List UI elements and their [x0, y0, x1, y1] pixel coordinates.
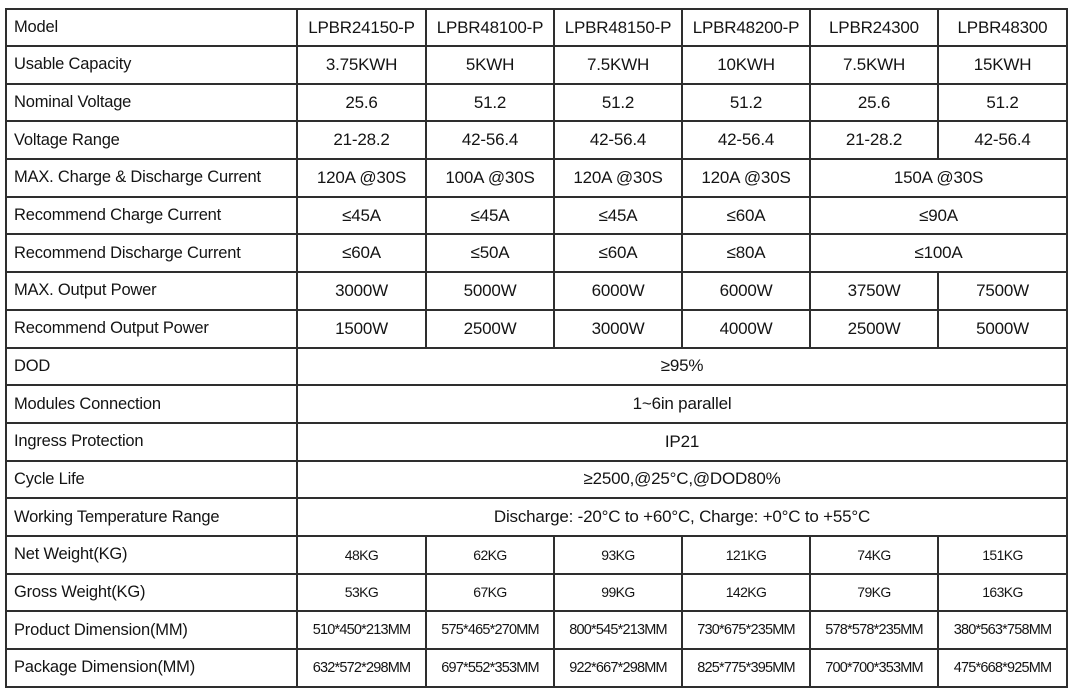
cell: 51.2 — [938, 84, 1067, 122]
cell: 25.6 — [810, 84, 938, 122]
row-label: Recommend Output Power — [6, 310, 297, 348]
cell: 578*578*235MM — [810, 611, 938, 649]
cell: 5KWH — [426, 46, 554, 84]
merged-cell: IP21 — [297, 423, 1067, 461]
cell: 2500W — [810, 310, 938, 348]
cell: 3000W — [297, 272, 426, 310]
row-label: Voltage Range — [6, 121, 297, 159]
row-dod — [6, 348, 1067, 386]
row-label: DOD — [6, 348, 297, 386]
cell: 700*700*353MM — [810, 649, 938, 687]
header-cell: LPBR48150-P — [554, 9, 682, 46]
cell: 53KG — [297, 574, 426, 612]
cell: 42-56.4 — [554, 121, 682, 159]
cell: 51.2 — [554, 84, 682, 122]
cell: 4000W — [682, 310, 810, 348]
cell: 151KG — [938, 536, 1067, 574]
cell: ≤45A — [554, 197, 682, 235]
row-label: Gross Weight(KG) — [6, 574, 297, 612]
cell: ≤45A — [426, 197, 554, 235]
cell: 21-28.2 — [297, 121, 426, 159]
cell: 6000W — [554, 272, 682, 310]
row-net-weight — [6, 536, 1067, 574]
cell: 3750W — [810, 272, 938, 310]
cell: 51.2 — [682, 84, 810, 122]
row-max-output-power — [6, 272, 1067, 310]
merged-cell: ≥95% — [297, 348, 1067, 386]
cell: ≤50A — [426, 234, 554, 272]
battery-spec-table — [5, 8, 1068, 688]
row-recommend-discharge-current — [6, 234, 1067, 272]
cell: 99KG — [554, 574, 682, 612]
cell: 67KG — [426, 574, 554, 612]
cell: 800*545*213MM — [554, 611, 682, 649]
cell: 1500W — [297, 310, 426, 348]
row-label: Recommend Charge Current — [6, 197, 297, 235]
cell: 120A @30S — [554, 159, 682, 197]
row-label: Usable Capacity — [6, 46, 297, 84]
merged-cell: ≤90A — [810, 197, 1067, 235]
row-label: Working Temperature Range — [6, 498, 297, 536]
cell: 42-56.4 — [938, 121, 1067, 159]
cell: 922*667*298MM — [554, 649, 682, 687]
row-voltage-range — [6, 121, 1067, 159]
header-cell: LPBR24150-P — [297, 9, 426, 46]
row-package-dimension — [6, 649, 1067, 687]
cell: 15KWH — [938, 46, 1067, 84]
cell: 142KG — [682, 574, 810, 612]
cell: 121KG — [682, 536, 810, 574]
cell: 2500W — [426, 310, 554, 348]
cell: 730*675*235MM — [682, 611, 810, 649]
row-working-temperature-range — [6, 498, 1067, 536]
row-gross-weight — [6, 574, 1067, 612]
cell: 825*775*395MM — [682, 649, 810, 687]
cell: 697*552*353MM — [426, 649, 554, 687]
row-recommend-charge-current — [6, 197, 1067, 235]
header-cell-model: Model — [6, 9, 297, 46]
row-label: MAX. Output Power — [6, 272, 297, 310]
merged-cell: 150A @30S — [810, 159, 1067, 197]
cell: 3000W — [554, 310, 682, 348]
cell: 163KG — [938, 574, 1067, 612]
cell: 380*563*758MM — [938, 611, 1067, 649]
header-cell: LPBR48300 — [938, 9, 1067, 46]
cell: 5000W — [938, 310, 1067, 348]
header-cell: LPBR48200-P — [682, 9, 810, 46]
row-nominal-voltage — [6, 84, 1067, 122]
merged-cell: ≥2500,@25°C,@DOD80% — [297, 461, 1067, 499]
cell: 48KG — [297, 536, 426, 574]
row-product-dimension — [6, 611, 1067, 649]
cell: 79KG — [810, 574, 938, 612]
cell: 510*450*213MM — [297, 611, 426, 649]
row-recommend-output-power — [6, 310, 1067, 348]
cell: ≤60A — [297, 234, 426, 272]
row-label: Ingress Protection — [6, 423, 297, 461]
cell: 7.5KWH — [554, 46, 682, 84]
row-label: Cycle Life — [6, 461, 297, 499]
cell: 51.2 — [426, 84, 554, 122]
row-usable-capacity — [6, 46, 1067, 84]
cell: 62KG — [426, 536, 554, 574]
cell: 93KG — [554, 536, 682, 574]
cell: ≤60A — [682, 197, 810, 235]
cell: ≤45A — [297, 197, 426, 235]
cell: 74KG — [810, 536, 938, 574]
cell: 575*465*270MM — [426, 611, 554, 649]
cell: 25.6 — [297, 84, 426, 122]
row-label: Recommend Discharge Current — [6, 234, 297, 272]
cell: 100A @30S — [426, 159, 554, 197]
cell: 120A @30S — [682, 159, 810, 197]
cell: 6000W — [682, 272, 810, 310]
merged-cell: ≤100A — [810, 234, 1067, 272]
cell: 7.5KWH — [810, 46, 938, 84]
cell: 42-56.4 — [682, 121, 810, 159]
cell: 632*572*298MM — [297, 649, 426, 687]
cell: 475*668*925MM — [938, 649, 1067, 687]
header-cell: LPBR24300 — [810, 9, 938, 46]
row-label: Net Weight(KG) — [6, 536, 297, 574]
row-modules-connection — [6, 385, 1067, 423]
cell: 7500W — [938, 272, 1067, 310]
header-cell: LPBR48100-P — [426, 9, 554, 46]
row-label: Product Dimension(MM) — [6, 611, 297, 649]
cell: 5000W — [426, 272, 554, 310]
cell: 42-56.4 — [426, 121, 554, 159]
row-max-charge-discharge-current — [6, 159, 1067, 197]
cell: 10KWH — [682, 46, 810, 84]
cell: 120A @30S — [297, 159, 426, 197]
merged-cell: 1~6in parallel — [297, 385, 1067, 423]
merged-cell: Discharge: -20°C to +60°C, Charge: +0°C to +55°C — [297, 498, 1067, 536]
row-label: Nominal Voltage — [6, 84, 297, 122]
row-label: MAX. Charge & Discharge Current — [6, 159, 297, 197]
row-cycle-life — [6, 461, 1067, 499]
row-ingress-protection — [6, 423, 1067, 461]
cell: 3.75KWH — [297, 46, 426, 84]
cell: ≤80A — [682, 234, 810, 272]
row-label: Modules Connection — [6, 385, 297, 423]
header-row — [6, 9, 1067, 46]
row-label: Package Dimension(MM) — [6, 649, 297, 687]
cell: ≤60A — [554, 234, 682, 272]
cell: 21-28.2 — [810, 121, 938, 159]
